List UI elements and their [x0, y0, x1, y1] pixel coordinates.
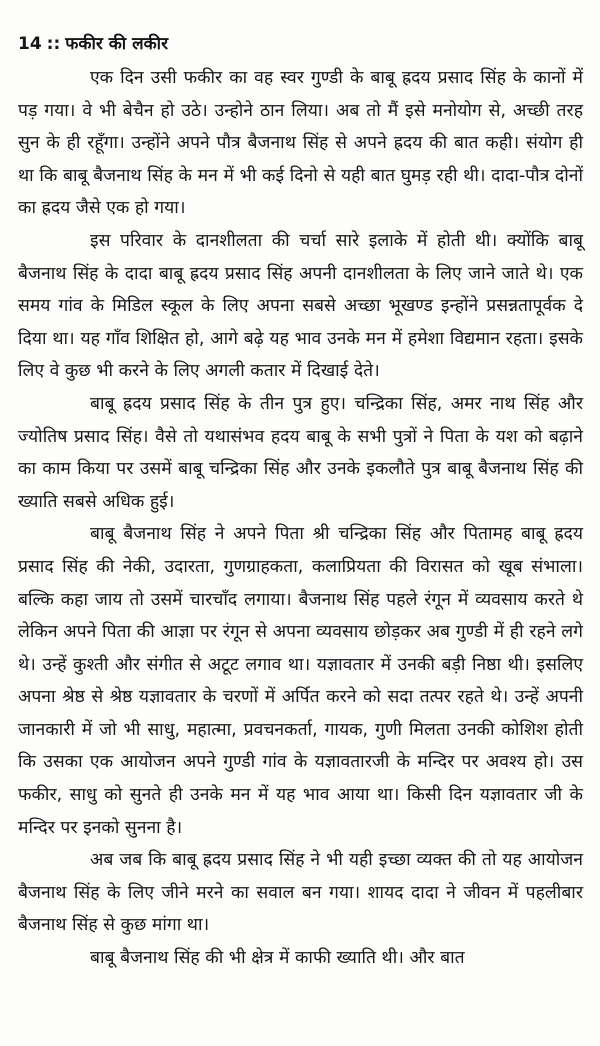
paragraph-6: बाबू बैजनाथ सिंह की भी क्षेत्र में काफी ख्याति थी। और बात	[90, 948, 465, 969]
body-text	[18, 62, 583, 975]
paragraph-3: बाबू ह्रदय प्रसाद सिंह के तीन पुत्र हुए। चन्द्रिका सिंह, अमर नाथ सिंह और ज्योतिष प्रसाद सिंह। वैसे तो यथासंभव हदय बाबू के सभी पुत्रों ने पिता के यश को बढ़ाने का काम किया पर उसमें बाबू चन्द्रिका सिंह और उनके इकलौते पुत्र बाबू बैजनाथ सिंह की ख्याति सबसे अधिक हुई।	[18, 393, 583, 512]
paragraph-5: अब जब कि बाबू ह्रदय प्रसाद सिंह ने भी यही इच्छा व्यक्त की तो यह आयोजन बैजनाथ सिंह के लिए जीने मरने का सवाल बन गया। शायद दादा ने जीवन में पहलीबार बैजनाथ सिंह से कुछ मांगा था।	[18, 850, 583, 936]
running-header	[18, 34, 168, 54]
paragraph-1: एक दिन उसी फकीर का वह स्वर गुण्डी के बाबू ह्रदय प्रसाद सिंह के कानों में पड़ गया। वे भी बेचैन हो उठे। उन्होने ठान लिया। अब तो मैं इसे मनोयोग से, अच्छी तरह सुन के ही रहूँगा। उन्होंने अपने पौत्र बैजनाथ सिंह से अपने ह्रदय की बात कही। संयोग ही था कि बाबू बैजनाथ सिंह के मन में भी कई दिनो से यही बात घुमड़ रही थी। दादा-पौत्र दोनों का ह्रदय जैसे एक हो गया।	[18, 68, 583, 219]
paragraph-2: इस परिवार के दानशीलता की चर्चा सारे इलाके में होती थी। क्योंकि बाबू बैजनाथ सिंह के दादा बाबू ह्रदय प्रसाद सिंह अपनी दानशीलता के लिए जाने जाते थे। एक समय गांव के मिडिल स्कूल के लिए अपना सबसे अच्छा भूखण्ड इन्होंने प्रसन्नतापूर्वक दे दिया था। यह गाँव शिक्षित हो, आगे बढ़े यह भाव उनके मन में हमेशा विद्यमान रहता। इसके लिए वे कुछ भी करने के लिए अगली कतार में दिखाई देते।	[18, 230, 583, 382]
paragraph-4: बाबू बैजनाथ सिंह ने अपने पिता श्री चन्द्रिका सिंह और पितामह बाबू ह्रदय प्रसाद सिंह की नेकी, उदारता, गुणग्राहकता, कलाप्रियता की विरासत को खूब संभाला। बल्कि कहा जाय तो उसमें चारचाँद लगाया। बैजनाथ सिंह पहले रंगून में व्यवसाय करते थे लेकिन अपने पिता की आज्ञा पर रंगून से अपना व्यवसाय छोड़कर अब गुण्डी में ही रहने लगे थे। उन्हें कुश्ती और संगीत से अटूट लगाव था। यज्ञावतार में उनकी बड़ी निष्ठा थी। इसलिए अपना श्रेष्ठ से श्रेष्ठ यज्ञावतार के चरणों में अर्पित करने को सदा तत्पर रहते थे। उन्हें अपनी जानकारी में जो भी साधु, महात्मा, प्रवचनकर्ता, गायक, गुणी मिलता उनकी कोशिश होती कि उसका एक आयोजन अपने गुण्डी गांव के यज्ञावतारजी के मन्दिर पर अवश्य हो। उस फकीर, साधु को सुनते ही उनके मन में यह भाव आया था। किसी दिन यज्ञावतार जी के मन्दिर पर इनको सुनना है।	[18, 524, 583, 838]
header-separator: ::	[46, 34, 61, 54]
page-number: 14	[18, 34, 42, 54]
chapter-title: फकीर की लकीर	[65, 34, 169, 54]
